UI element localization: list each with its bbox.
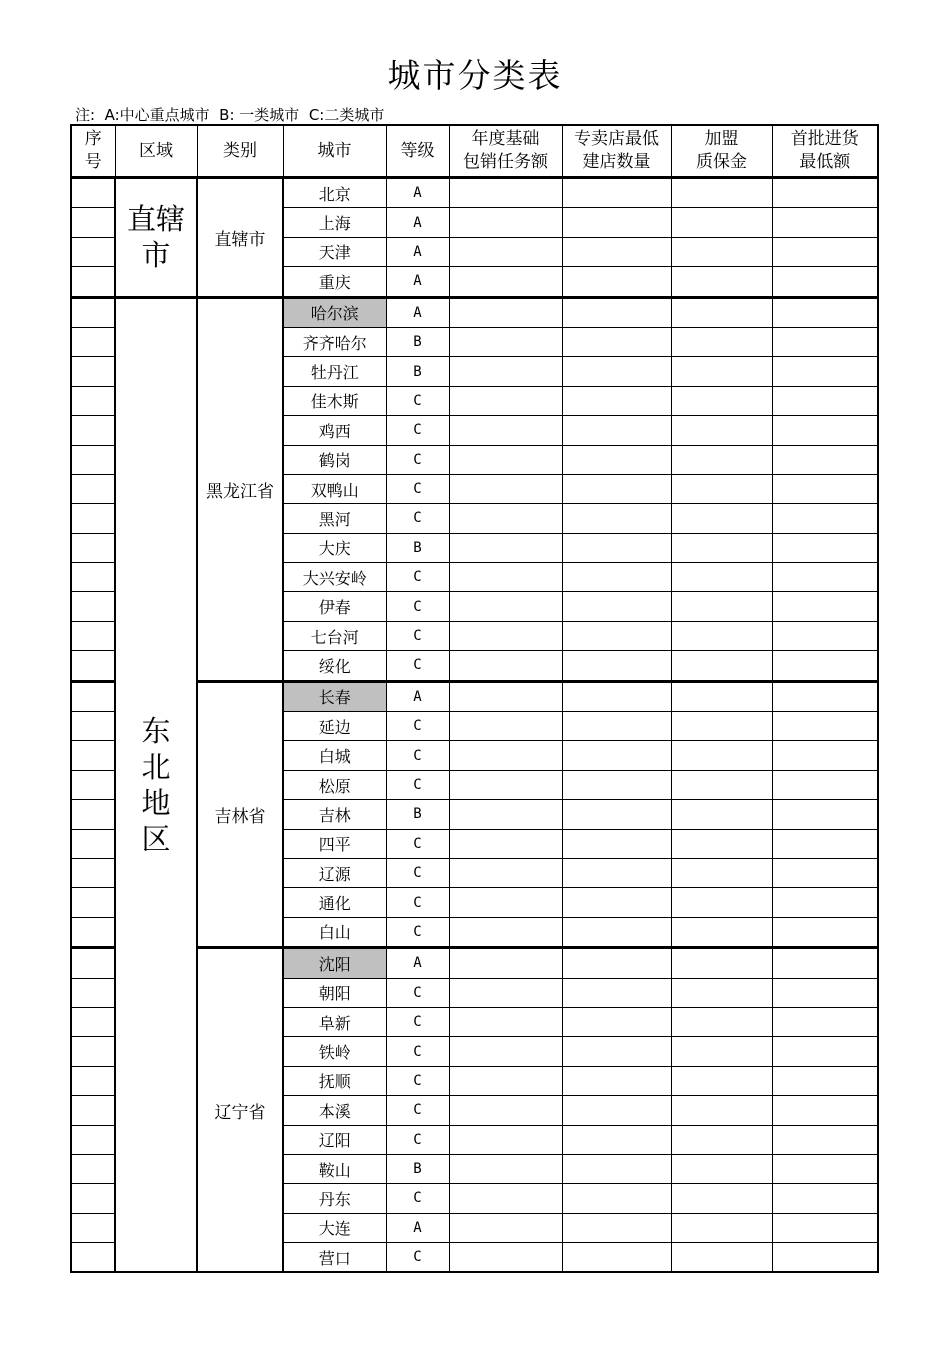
city-grade: C (386, 592, 449, 621)
franchise-deposit-cell[interactable] (671, 1125, 772, 1154)
city-grade: C (386, 858, 449, 887)
franchise-deposit-cell[interactable] (671, 770, 772, 799)
city-grade: C (386, 504, 449, 533)
city-name: 白山 (283, 917, 386, 947)
franchise-deposit-cell[interactable] (671, 267, 772, 297)
annual-sales-target-cell[interactable] (449, 474, 562, 503)
category-name: 辽宁省 (197, 948, 283, 1273)
min-stores-cell[interactable] (562, 297, 671, 327)
first-order-min-cell[interactable] (772, 978, 878, 1007)
serial-cell[interactable] (71, 1213, 115, 1242)
min-stores-cell[interactable] (562, 858, 671, 887)
first-order-min-cell[interactable] (772, 563, 878, 592)
min-stores-cell[interactable] (562, 445, 671, 474)
city-grade: B (386, 800, 449, 829)
first-order-min-cell[interactable] (772, 712, 878, 741)
franchise-deposit-cell[interactable] (671, 978, 772, 1007)
city-name: 七台河 (283, 621, 386, 650)
annual-sales-target-cell[interactable] (449, 327, 562, 356)
city-grade: A (386, 681, 449, 711)
city-name: 重庆 (283, 267, 386, 297)
city-grade: B (386, 1154, 449, 1183)
franchise-deposit-cell[interactable] (671, 416, 772, 445)
serial-cell[interactable] (71, 888, 115, 917)
franchise-deposit-cell[interactable] (671, 592, 772, 621)
annual-sales-target-cell[interactable] (449, 978, 562, 1007)
city-grade: C (386, 770, 449, 799)
annual-sales-target-cell[interactable] (449, 533, 562, 562)
annual-sales-target-cell[interactable] (449, 681, 562, 711)
city-grade: A (386, 1213, 449, 1242)
first-order-min-cell[interactable] (772, 741, 878, 770)
first-order-min-cell[interactable] (772, 178, 878, 208)
annual-sales-target-cell[interactable] (449, 237, 562, 266)
city-grade: C (386, 445, 449, 474)
first-order-min-cell[interactable] (772, 1066, 878, 1095)
first-order-min-cell[interactable] (772, 267, 878, 297)
serial-cell[interactable] (71, 445, 115, 474)
min-stores-cell[interactable] (562, 1213, 671, 1242)
annual-sales-target-cell[interactable] (449, 888, 562, 917)
city-name: 长春 (283, 681, 386, 711)
first-order-min-cell[interactable] (772, 917, 878, 947)
franchise-deposit-cell[interactable] (671, 1184, 772, 1213)
franchise-deposit-cell[interactable] (671, 1154, 772, 1183)
city-name: 北京 (283, 178, 386, 208)
min-stores-cell[interactable] (562, 1096, 671, 1125)
min-stores-cell[interactable] (562, 178, 671, 208)
annual-sales-target-cell[interactable] (449, 563, 562, 592)
annual-sales-target-cell[interactable] (449, 1037, 562, 1066)
city-name: 鞍山 (283, 1154, 386, 1183)
serial-cell[interactable] (71, 208, 115, 237)
franchise-deposit-cell[interactable] (671, 800, 772, 829)
franchise-deposit-cell[interactable] (671, 533, 772, 562)
city-name: 铁岭 (283, 1037, 386, 1066)
franchise-deposit-cell[interactable] (671, 681, 772, 711)
city-grade: C (386, 1243, 449, 1273)
first-order-min-cell[interactable] (772, 1007, 878, 1036)
city-name: 四平 (283, 829, 386, 858)
city-name: 大庆 (283, 533, 386, 562)
min-stores-cell[interactable] (562, 770, 671, 799)
city-grade: A (386, 237, 449, 266)
city-name: 上海 (283, 208, 386, 237)
city-grade: C (386, 712, 449, 741)
annual-sales-target-cell[interactable] (449, 858, 562, 887)
serial-cell[interactable] (71, 386, 115, 415)
first-order-min-cell[interactable] (772, 888, 878, 917)
city-name: 辽阳 (283, 1125, 386, 1154)
min-stores-cell[interactable] (562, 741, 671, 770)
franchise-deposit-cell[interactable] (671, 178, 772, 208)
city-grade: C (386, 1037, 449, 1066)
city-name: 鸡西 (283, 416, 386, 445)
city-grade: B (386, 357, 449, 386)
annual-sales-target-cell[interactable] (449, 741, 562, 770)
franchise-deposit-cell[interactable] (671, 1007, 772, 1036)
header-row (71, 125, 878, 178)
serial-cell[interactable] (71, 237, 115, 266)
serial-cell[interactable] (71, 474, 115, 503)
region-name (115, 297, 197, 1272)
serial-cell[interactable] (71, 917, 115, 947)
first-order-min-cell[interactable] (772, 533, 878, 562)
city-name: 松原 (283, 770, 386, 799)
min-stores-cell[interactable] (562, 651, 671, 681)
franchise-deposit-cell[interactable] (671, 327, 772, 356)
city-name: 白城 (283, 741, 386, 770)
city-grade: C (386, 888, 449, 917)
first-order-min-cell[interactable] (772, 948, 878, 978)
annual-sales-target-cell[interactable] (449, 712, 562, 741)
region-name-line: 东 (141, 714, 171, 748)
city-name: 天津 (283, 237, 386, 266)
category-name: 吉林省 (197, 681, 283, 948)
city-name: 绥化 (283, 651, 386, 681)
franchise-deposit-cell[interactable] (671, 386, 772, 415)
city-grade: C (386, 1007, 449, 1036)
min-stores-cell[interactable] (562, 504, 671, 533)
header-grade: 等级 (386, 125, 449, 178)
min-stores-cell[interactable] (562, 800, 671, 829)
franchise-deposit-cell[interactable] (671, 917, 772, 947)
city-grade: C (386, 1125, 449, 1154)
serial-cell[interactable] (71, 1066, 115, 1095)
header-category: 类别 (197, 125, 283, 178)
city-name: 本溪 (283, 1096, 386, 1125)
serial-cell[interactable] (71, 1243, 115, 1273)
min-stores-cell[interactable] (562, 563, 671, 592)
annual-sales-target-cell[interactable] (449, 297, 562, 327)
city-name: 阜新 (283, 1007, 386, 1036)
city-name: 朝阳 (283, 978, 386, 1007)
min-stores-cell[interactable] (562, 917, 671, 947)
first-order-min-cell[interactable] (772, 237, 878, 266)
annual-sales-target-cell[interactable] (449, 917, 562, 947)
city-grade: C (386, 1184, 449, 1213)
city-grade: C (386, 1066, 449, 1095)
serial-cell[interactable] (71, 948, 115, 978)
franchise-deposit-cell[interactable] (671, 858, 772, 887)
franchise-deposit-cell[interactable] (671, 712, 772, 741)
franchise-deposit-cell[interactable] (671, 563, 772, 592)
min-stores-cell[interactable] (562, 621, 671, 650)
first-order-min-cell[interactable] (772, 829, 878, 858)
min-stores-cell[interactable] (562, 416, 671, 445)
min-stores-cell[interactable] (562, 327, 671, 356)
page-title: 城市分类表 (387, 56, 563, 95)
serial-cell[interactable] (71, 1154, 115, 1183)
city-name: 营口 (283, 1243, 386, 1273)
serial-cell[interactable] (71, 563, 115, 592)
first-order-min-cell[interactable] (772, 474, 878, 503)
annual-sales-target-cell[interactable] (449, 1154, 562, 1183)
min-stores-cell[interactable] (562, 978, 671, 1007)
franchise-deposit-cell[interactable] (671, 1037, 772, 1066)
city-grade: B (386, 533, 449, 562)
first-order-min-cell[interactable] (772, 1125, 878, 1154)
category-name: 黑龙江省 (197, 297, 283, 681)
annual-sales-target-cell[interactable] (449, 504, 562, 533)
franchise-deposit-cell[interactable] (671, 445, 772, 474)
table-row (71, 178, 878, 208)
annual-sales-target-cell[interactable] (449, 1243, 562, 1273)
serial-cell[interactable] (71, 681, 115, 711)
first-order-min-cell[interactable] (772, 208, 878, 237)
serial-cell[interactable] (71, 1037, 115, 1066)
franchise-deposit-cell[interactable] (671, 621, 772, 650)
annual-sales-target-cell[interactable] (449, 416, 562, 445)
city-name: 哈尔滨 (283, 297, 386, 327)
serial-cell[interactable] (71, 297, 115, 327)
serial-cell[interactable] (71, 267, 115, 297)
region-name-line: 北 (141, 750, 171, 784)
min-stores-cell[interactable] (562, 948, 671, 978)
city-name: 丹东 (283, 1184, 386, 1213)
city-name: 吉林 (283, 800, 386, 829)
min-stores-cell[interactable] (562, 681, 671, 711)
serial-cell[interactable] (71, 800, 115, 829)
city-name: 鹤岗 (283, 445, 386, 474)
city-name: 大兴安岭 (283, 563, 386, 592)
annual-sales-target-cell[interactable] (449, 357, 562, 386)
header-region: 区域 (115, 125, 197, 178)
city-grade: C (386, 829, 449, 858)
min-stores-cell[interactable] (562, 237, 671, 266)
grade-legend-note: 注: A:中心重点城市 B: 一类城市 C:二类城市 (75, 106, 385, 124)
first-order-min-cell[interactable] (772, 592, 878, 621)
min-stores-cell[interactable] (562, 1066, 671, 1095)
serial-cell[interactable] (71, 592, 115, 621)
region-name (115, 178, 197, 298)
first-order-min-cell[interactable] (772, 770, 878, 799)
city-name: 沈阳 (283, 948, 386, 978)
first-order-min-cell[interactable] (772, 357, 878, 386)
min-stores-cell[interactable] (562, 829, 671, 858)
annual-sales-target-cell[interactable] (449, 621, 562, 650)
min-stores-cell[interactable] (562, 712, 671, 741)
min-stores-cell[interactable] (562, 888, 671, 917)
franchise-deposit-cell[interactable] (671, 1096, 772, 1125)
franchise-deposit-cell[interactable] (671, 208, 772, 237)
franchise-deposit-cell[interactable] (671, 651, 772, 681)
city-grade: C (386, 1096, 449, 1125)
annual-sales-target-cell[interactable] (449, 1096, 562, 1125)
first-order-min-cell[interactable] (772, 800, 878, 829)
city-name: 齐齐哈尔 (283, 327, 386, 356)
city-grade: A (386, 208, 449, 237)
region-name-line: 区 (141, 822, 171, 856)
serial-cell[interactable] (71, 712, 115, 741)
first-order-min-cell[interactable] (772, 297, 878, 327)
city-grade: C (386, 651, 449, 681)
serial-cell[interactable] (71, 858, 115, 887)
franchise-deposit-cell[interactable] (671, 474, 772, 503)
serial-cell[interactable] (71, 357, 115, 386)
serial-cell[interactable] (71, 1007, 115, 1036)
min-stores-cell[interactable] (562, 208, 671, 237)
serial-cell[interactable] (71, 651, 115, 681)
city-name: 延边 (283, 712, 386, 741)
city-name: 双鸭山 (283, 474, 386, 503)
franchise-deposit-cell[interactable] (671, 888, 772, 917)
franchise-deposit-cell[interactable] (671, 829, 772, 858)
annual-sales-target-cell[interactable] (449, 1125, 562, 1154)
city-name: 黑河 (283, 504, 386, 533)
serial-cell[interactable] (71, 1096, 115, 1125)
city-grade: C (386, 474, 449, 503)
city-name: 大连 (283, 1213, 386, 1242)
city-grade: C (386, 917, 449, 947)
min-stores-cell[interactable] (562, 357, 671, 386)
annual-sales-target-cell[interactable] (449, 770, 562, 799)
first-order-min-cell[interactable] (772, 1037, 878, 1066)
serial-cell[interactable] (71, 533, 115, 562)
serial-cell[interactable] (71, 829, 115, 858)
city-grade: A (386, 297, 449, 327)
franchise-deposit-cell[interactable] (671, 741, 772, 770)
franchise-deposit-cell[interactable] (671, 504, 772, 533)
city-grade: C (386, 621, 449, 650)
city-grade: C (386, 386, 449, 415)
serial-cell[interactable] (71, 1184, 115, 1213)
serial-cell[interactable] (71, 741, 115, 770)
annual-sales-target-cell[interactable] (449, 1007, 562, 1036)
annual-sales-target-cell[interactable] (449, 948, 562, 978)
min-stores-cell[interactable] (562, 267, 671, 297)
first-order-min-cell[interactable] (772, 445, 878, 474)
region-name-line: 直辖 (126, 202, 185, 237)
min-stores-cell[interactable] (562, 386, 671, 415)
franchise-deposit-cell[interactable] (671, 297, 772, 327)
franchise-deposit-cell[interactable] (671, 948, 772, 978)
franchise-deposit-cell[interactable] (671, 1213, 772, 1242)
franchise-deposit-cell[interactable] (671, 1243, 772, 1273)
min-stores-cell[interactable] (562, 474, 671, 503)
min-stores-cell[interactable] (562, 533, 671, 562)
serial-cell[interactable] (71, 504, 115, 533)
first-order-min-cell[interactable] (772, 1243, 878, 1273)
annual-sales-target-cell[interactable] (449, 1184, 562, 1213)
city-grade: C (386, 741, 449, 770)
serial-cell[interactable] (71, 978, 115, 1007)
annual-sales-target-cell[interactable] (449, 1066, 562, 1095)
first-order-min-cell[interactable] (772, 416, 878, 445)
franchise-deposit-cell[interactable] (671, 357, 772, 386)
annual-sales-target-cell[interactable] (449, 800, 562, 829)
franchise-deposit-cell[interactable] (671, 237, 772, 266)
min-stores-cell[interactable] (562, 1184, 671, 1213)
first-order-min-cell[interactable] (772, 1213, 878, 1242)
first-order-min-cell[interactable] (772, 1154, 878, 1183)
city-name: 通化 (283, 888, 386, 917)
first-order-min-cell[interactable] (772, 504, 878, 533)
franchise-deposit-cell[interactable] (671, 1066, 772, 1095)
serial-cell[interactable] (71, 1125, 115, 1154)
city-name: 牡丹江 (283, 357, 386, 386)
header-franchise-deposit: 加盟 质保金 (671, 125, 772, 178)
city-grade: A (386, 178, 449, 208)
min-stores-cell[interactable] (562, 592, 671, 621)
city-name: 辽源 (283, 858, 386, 887)
annual-sales-target-cell[interactable] (449, 386, 562, 415)
city-grade: C (386, 978, 449, 1007)
first-order-min-cell[interactable] (772, 327, 878, 356)
region-name-line: 市 (141, 238, 171, 273)
serial-cell[interactable] (71, 416, 115, 445)
city-grade: A (386, 948, 449, 978)
category-name: 直辖市 (197, 178, 283, 298)
city-grade: A (386, 267, 449, 297)
city-grade: C (386, 416, 449, 445)
serial-cell[interactable] (71, 770, 115, 799)
header-first-order-min: 首批进货 最低额 (772, 125, 878, 178)
min-stores-cell[interactable] (562, 1037, 671, 1066)
serial-cell[interactable] (71, 621, 115, 650)
annual-sales-target-cell[interactable] (449, 267, 562, 297)
serial-cell[interactable] (71, 327, 115, 356)
city-name: 伊春 (283, 592, 386, 621)
serial-cell[interactable] (71, 178, 115, 208)
city-name: 佳木斯 (283, 386, 386, 415)
header-annual-sales-target: 年度基础 包销任务额 (449, 125, 562, 178)
header-city: 城市 (283, 125, 386, 178)
table-row (71, 297, 878, 327)
first-order-min-cell[interactable] (772, 1184, 878, 1213)
annual-sales-target-cell[interactable] (449, 445, 562, 474)
table-body (71, 178, 878, 1273)
annual-sales-target-cell[interactable] (449, 592, 562, 621)
city-name: 抚顺 (283, 1066, 386, 1095)
city-grade: B (386, 327, 449, 356)
annual-sales-target-cell[interactable] (449, 208, 562, 237)
city-grade: C (386, 563, 449, 592)
min-stores-cell[interactable] (562, 1007, 671, 1036)
min-stores-cell[interactable] (562, 1154, 671, 1183)
header-min-stores: 专卖店最低 建店数量 (562, 125, 671, 178)
first-order-min-cell[interactable] (772, 858, 878, 887)
min-stores-cell[interactable] (562, 1243, 671, 1273)
annual-sales-target-cell[interactable] (449, 1213, 562, 1242)
city-classification-table (70, 124, 879, 1273)
annual-sales-target-cell[interactable] (449, 178, 562, 208)
first-order-min-cell[interactable] (772, 681, 878, 711)
min-stores-cell[interactable] (562, 1125, 671, 1154)
annual-sales-target-cell[interactable] (449, 829, 562, 858)
region-name-line: 地 (141, 786, 171, 820)
first-order-min-cell[interactable] (772, 651, 878, 681)
annual-sales-target-cell[interactable] (449, 651, 562, 681)
first-order-min-cell[interactable] (772, 1096, 878, 1125)
first-order-min-cell[interactable] (772, 621, 878, 650)
first-order-min-cell[interactable] (772, 386, 878, 415)
header-serial: 序 号 (71, 125, 115, 178)
